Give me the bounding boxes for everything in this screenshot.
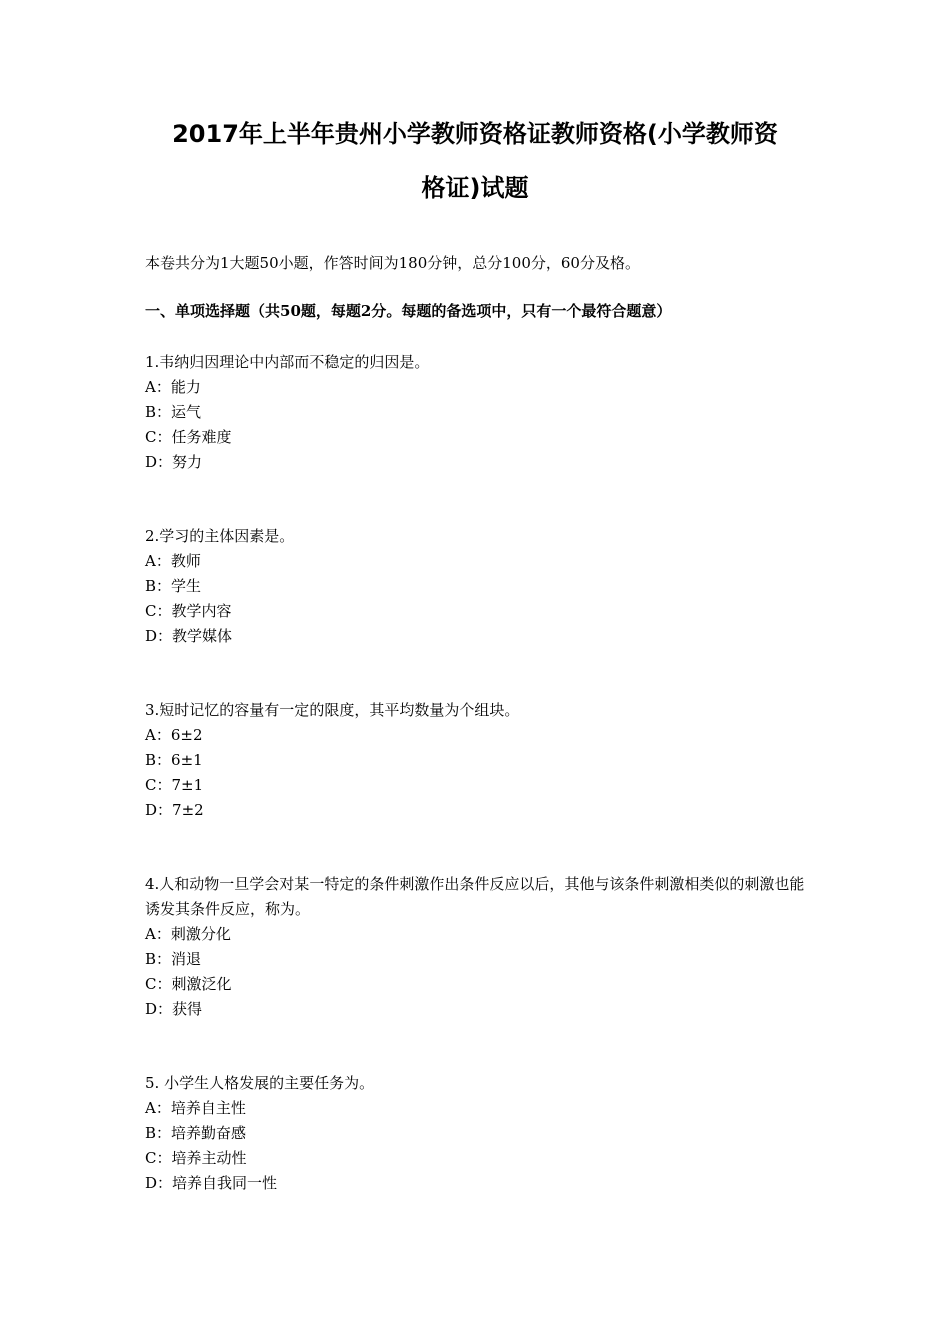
option-d: D：努力 [145, 453, 203, 471]
option-b: B：运气 [145, 403, 202, 421]
option-a: A：教师 [145, 552, 201, 570]
option-b: B：培养勤奋感 [145, 1124, 247, 1142]
option-a: A：能力 [145, 378, 201, 396]
option-a: A：刺激分化 [145, 925, 231, 943]
option-d: D：培养自我同一性 [145, 1174, 278, 1192]
option-a: A：培养自主性 [145, 1099, 246, 1117]
option-c: C：刺激泛化 [145, 975, 232, 993]
section-heading: 一、单项选择题（共50题，每题2分。每题的备选项中，只有一个最符合题意） [145, 302, 672, 320]
question-stem: 4.人和动物一旦学会对某一特定的条件刺激作出条件反应以后，其他与该条件刺激相类似的刺激也能诱发其条件反应，称为。 [145, 875, 805, 918]
question-4 [145, 872, 810, 1022]
option-b: B：消退 [145, 950, 202, 968]
option-b: B：学生 [145, 577, 202, 595]
option-d: D：7±2 [145, 801, 204, 819]
document-title-line-2: 格证)试题 [421, 174, 529, 202]
option-c: C：7±1 [145, 776, 204, 794]
document-title-line-1: 2017年上半年贵州小学教师资格证教师资格(小学教师资 [172, 120, 778, 148]
question-1 [145, 350, 810, 475]
option-d: D：教学媒体 [145, 627, 233, 645]
option-b: B：6±1 [145, 751, 203, 769]
question-2 [145, 524, 810, 649]
question-stem: 2.学习的主体因素是。 [145, 527, 295, 545]
option-c: C：教学内容 [145, 602, 232, 620]
question-5 [145, 1071, 810, 1196]
option-a: A：6±2 [145, 726, 203, 744]
option-c: C：培养主动性 [145, 1149, 247, 1167]
option-c: C：任务难度 [145, 428, 232, 446]
option-d: D：获得 [145, 1000, 203, 1018]
question-stem: 1.韦纳归因理论中内部而不稳定的归因是。 [145, 353, 430, 371]
question-3 [145, 698, 810, 823]
exam-intro: 本卷共分为1大题50小题，作答时间为180分钟，总分100分，60分及格。 [145, 254, 640, 272]
question-stem: 5. 小学生人格发展的主要任务为。 [145, 1074, 375, 1092]
question-stem: 3.短时记忆的容量有一定的限度，其平均数量为个组块。 [145, 701, 520, 719]
